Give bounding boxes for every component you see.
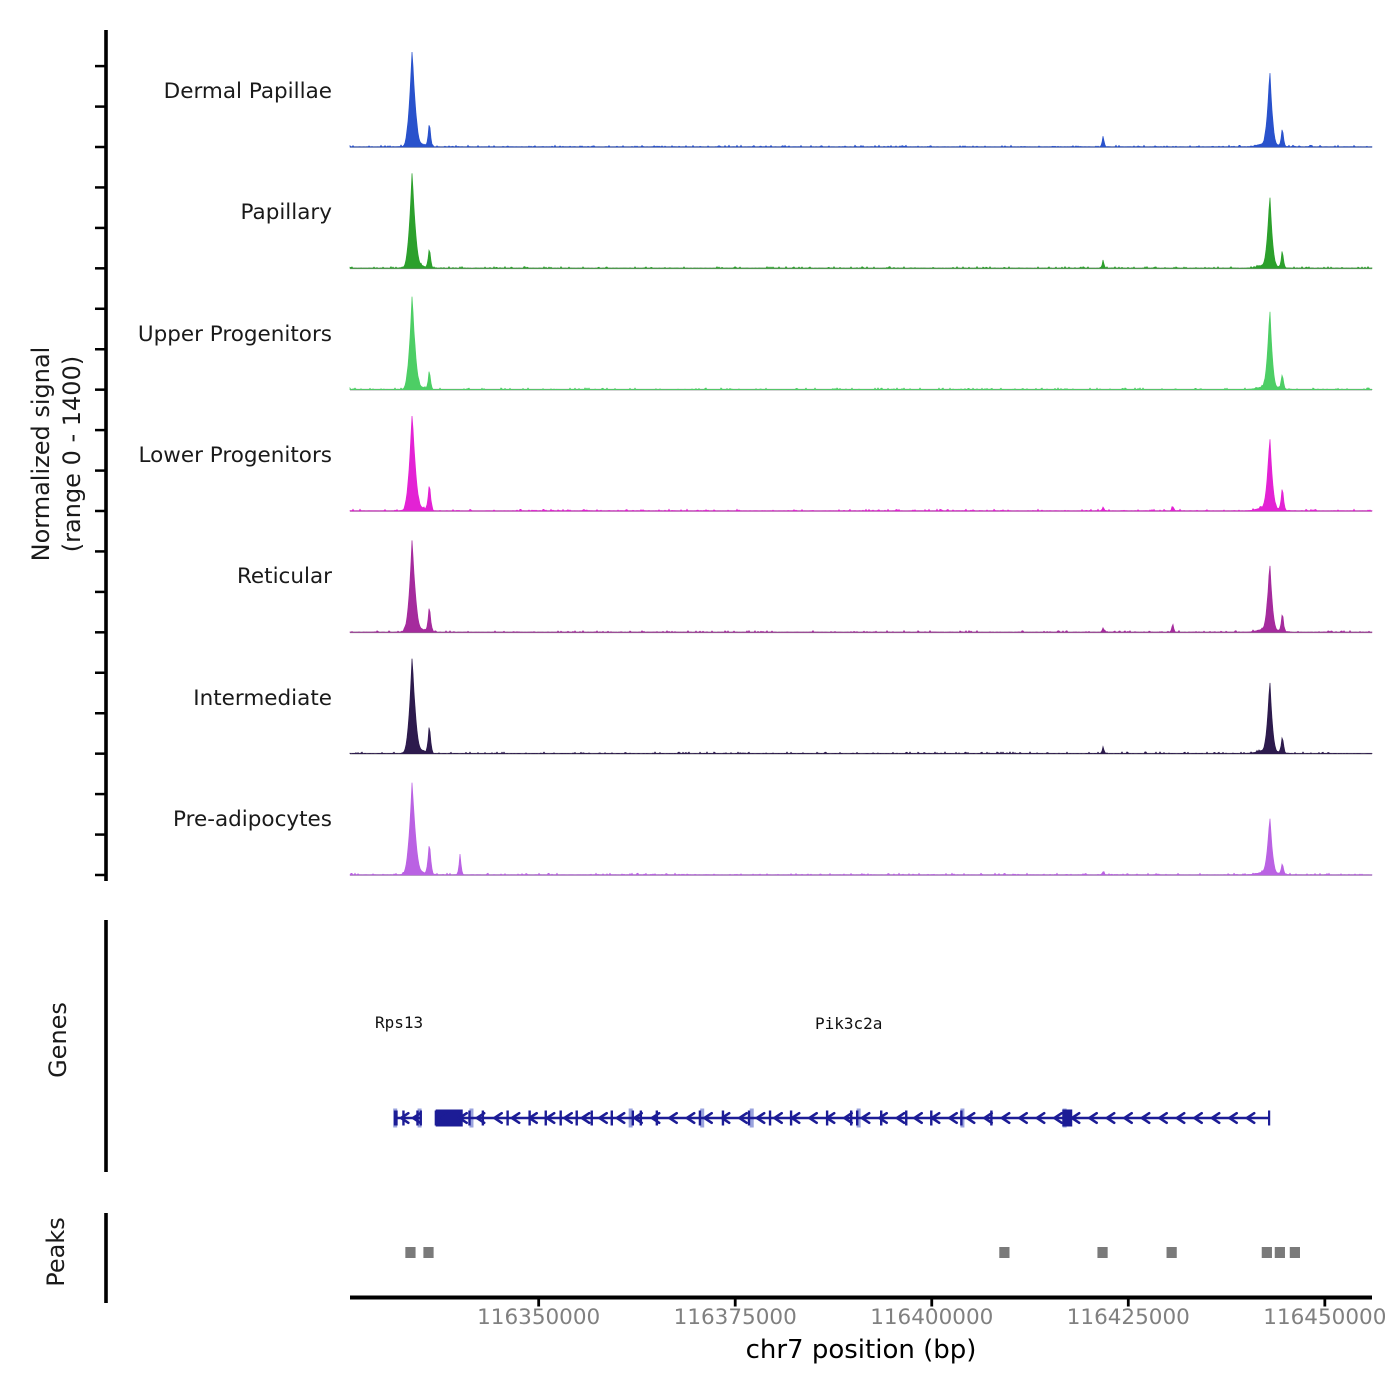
signal-track-lower-progenitors (350, 416, 1372, 511)
signal-track-pre-adipocytes (350, 783, 1372, 875)
x-tick-label: 116350000 (477, 1305, 601, 1330)
signal-y-axis-tick (95, 267, 106, 270)
signal-y-axis-tick (95, 146, 106, 149)
signal-y-axis-tick (95, 65, 106, 68)
signal-area (350, 52, 1372, 147)
signal-y-axis-tick (95, 388, 106, 391)
track-label-dermal-papillae: Dermal Papillae (163, 79, 332, 104)
peak-call-box (1262, 1247, 1272, 1258)
peaks-section-label: Peaks (42, 1217, 70, 1287)
x-axis-line (350, 1296, 1372, 1300)
peak-call-box (1290, 1247, 1300, 1258)
peak-call-box (423, 1247, 433, 1258)
gene-model-pik3c2a (435, 1109, 1271, 1128)
gene-exon-tick (468, 1111, 470, 1126)
signal-y-axis-tick (95, 712, 106, 715)
gene-exon-tick (591, 1111, 593, 1126)
x-tick-label: 116425000 (1066, 1305, 1190, 1330)
signal-area (350, 297, 1372, 390)
gene-exon-tick (576, 1111, 578, 1126)
track-label-intermediate: Intermediate (193, 686, 332, 711)
signal-y-axis-tick (95, 672, 106, 675)
gene-model-rps13 (393, 1109, 422, 1128)
gene-exon-tick (559, 1111, 561, 1126)
gene-exon-tick (416, 1111, 418, 1126)
peak-call-box (1097, 1247, 1107, 1258)
signal-y-axis-tick (95, 469, 106, 472)
gene-exon-tick (611, 1111, 613, 1126)
gene-exon-tick (769, 1111, 771, 1126)
signal-y-axis-tick (95, 308, 106, 311)
signal-area (350, 173, 1372, 268)
signal-y-axis-tick (95, 752, 106, 755)
signal-y-axis-tick (95, 591, 106, 594)
signal-y-axis-tick (95, 631, 106, 634)
track-label-reticular: Reticular (236, 564, 332, 589)
signal-y-axis-tick (95, 227, 106, 230)
track-label-papillary: Papillary (240, 200, 332, 225)
signal-area (350, 659, 1372, 754)
gene-exon-tick (748, 1111, 750, 1126)
gene-name-rps13: Rps13 (375, 1013, 424, 1032)
peak-call-box (1167, 1247, 1177, 1258)
y-axis-label (26, 24, 88, 884)
gene-exon-tick (506, 1111, 508, 1126)
signal-y-axis-tick (95, 510, 106, 513)
gene-name-pik3c2a: Pik3c2a (815, 1014, 883, 1033)
gene-exon-tick (856, 1111, 858, 1126)
signal-track-reticular (350, 540, 1372, 632)
gene-exon-tick (699, 1111, 701, 1126)
x-axis-title: chr7 position (bp) (745, 1335, 977, 1365)
genes-section-label: Genes (44, 1002, 72, 1078)
gene-end-tick (1268, 1111, 1270, 1126)
track-label-pre-adipocytes: Pre-adipocytes (173, 807, 332, 832)
y-axis-label-line1: Normalized signal (27, 346, 55, 562)
signal-area (350, 783, 1372, 875)
y-axis-label-line2: (range 0 - 1400) (58, 355, 86, 553)
gene-track (393, 1109, 1270, 1128)
signal-y-axis-tick (95, 348, 106, 351)
signal-y-axis-tick (95, 833, 106, 836)
signal-y-axis-tick (95, 550, 106, 553)
x-tick-label: 116450000 (1263, 1305, 1387, 1330)
track-label-upper-progenitors: Upper Progenitors (137, 322, 332, 347)
track-label-lower-progenitors: Lower Progenitors (138, 443, 332, 468)
x-tick-label: 116375000 (673, 1305, 797, 1330)
signal-y-axis-tick (95, 793, 106, 796)
gene-exon-tick (395, 1111, 397, 1126)
gene-exon-tick (960, 1111, 962, 1126)
signal-y-axis-tick (95, 874, 106, 877)
peak-call-box (405, 1247, 415, 1258)
signal-area (350, 416, 1372, 511)
signal-track-upper-progenitors (350, 297, 1372, 390)
signal-track-intermediate (350, 659, 1372, 754)
signal-track-dermal-papillae (350, 52, 1372, 147)
genes-axis-line (104, 920, 108, 1172)
peaks-track (405, 1247, 1300, 1258)
peak-call-box (999, 1247, 1009, 1258)
peaks-axis-line (104, 1213, 108, 1303)
signal-y-axis-tick (95, 186, 106, 189)
signal-area (350, 540, 1372, 632)
signal-track-papillary (350, 173, 1372, 268)
x-tick-label: 116400000 (870, 1305, 994, 1330)
peak-call-box (1275, 1247, 1285, 1258)
signal-y-axis-tick (95, 105, 106, 108)
signal-y-axis-tick (95, 429, 106, 432)
